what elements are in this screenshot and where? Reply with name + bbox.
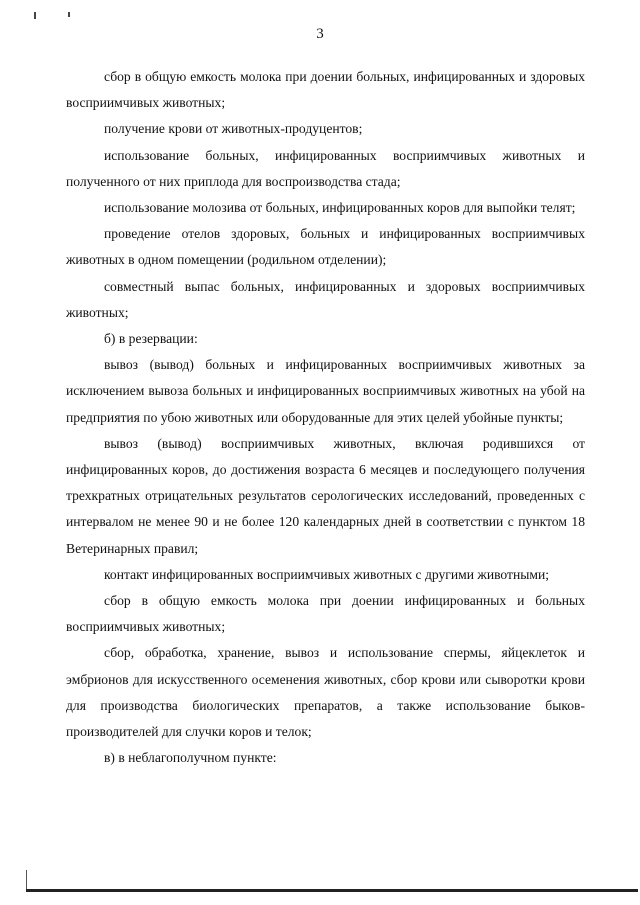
document-body — [66, 64, 585, 771]
paragraph: использование молозива от больных, инфицированных коров для выпойки телят; — [104, 200, 576, 216]
paragraph: вывоз (вывод) восприимчивых животных, включая родившихся от инфицированных коров, до достижения возраста 6 месяцев и последующего получения трехкратных отрицательных результатов серологических исследований, проведенных с интервалом не менее 90 и не более 120 календарных дней в соответствии с пунктом 18 Ветеринарных правил; — [66, 435, 585, 556]
paragraph: использование больных, инфицированных восприимчивых животных и полученного от них приплода для воспроизводства стада; — [66, 147, 585, 189]
paragraph: сбор в общую емкость молока при доении больных, инфицированных и здоровых восприимчивых животных; — [66, 69, 585, 111]
section-heading: в) в неблагополучном пункте: — [104, 750, 277, 766]
paragraph: вывоз (вывод) больных и инфицированных восприимчивых животных за исключением вывоза больных и инфицированных восприимчивых животных на убой на предприятия по убою животных или оборудованные для этих целей убойные пункты; — [66, 357, 585, 425]
paragraph: проведение отелов здоровых, больных и инфицированных восприимчивых животных в одном помещении (родильном отделении); — [66, 226, 585, 268]
paragraph: совместный выпас больных, инфицированных и здоровых восприимчивых животных; — [66, 278, 585, 320]
paragraph: контакт инфицированных восприимчивых животных с другими животными; — [104, 566, 550, 582]
scan-mark — [68, 12, 70, 17]
paragraph: сбор, обработка, хранение, вывоз и использование спермы, яйцеклеток и эмбрионов для искусственного осеменения животных, сбор крови или сыворотки крови для производства биологических препаратов, а также использование быков-производителей для случки коров и телок; — [66, 645, 585, 740]
scan-border-bottom — [26, 889, 638, 892]
paragraph: получение крови от животных-продуцентов; — [104, 121, 363, 137]
section-heading: б) в резервации: — [104, 331, 198, 347]
scan-border-left — [26, 870, 27, 890]
page-number: 3 — [316, 26, 324, 42]
paragraph: сбор в общую емкость молока при доении инфицированных и больных восприимчивых животных; — [66, 593, 585, 635]
scan-mark — [34, 12, 36, 19]
